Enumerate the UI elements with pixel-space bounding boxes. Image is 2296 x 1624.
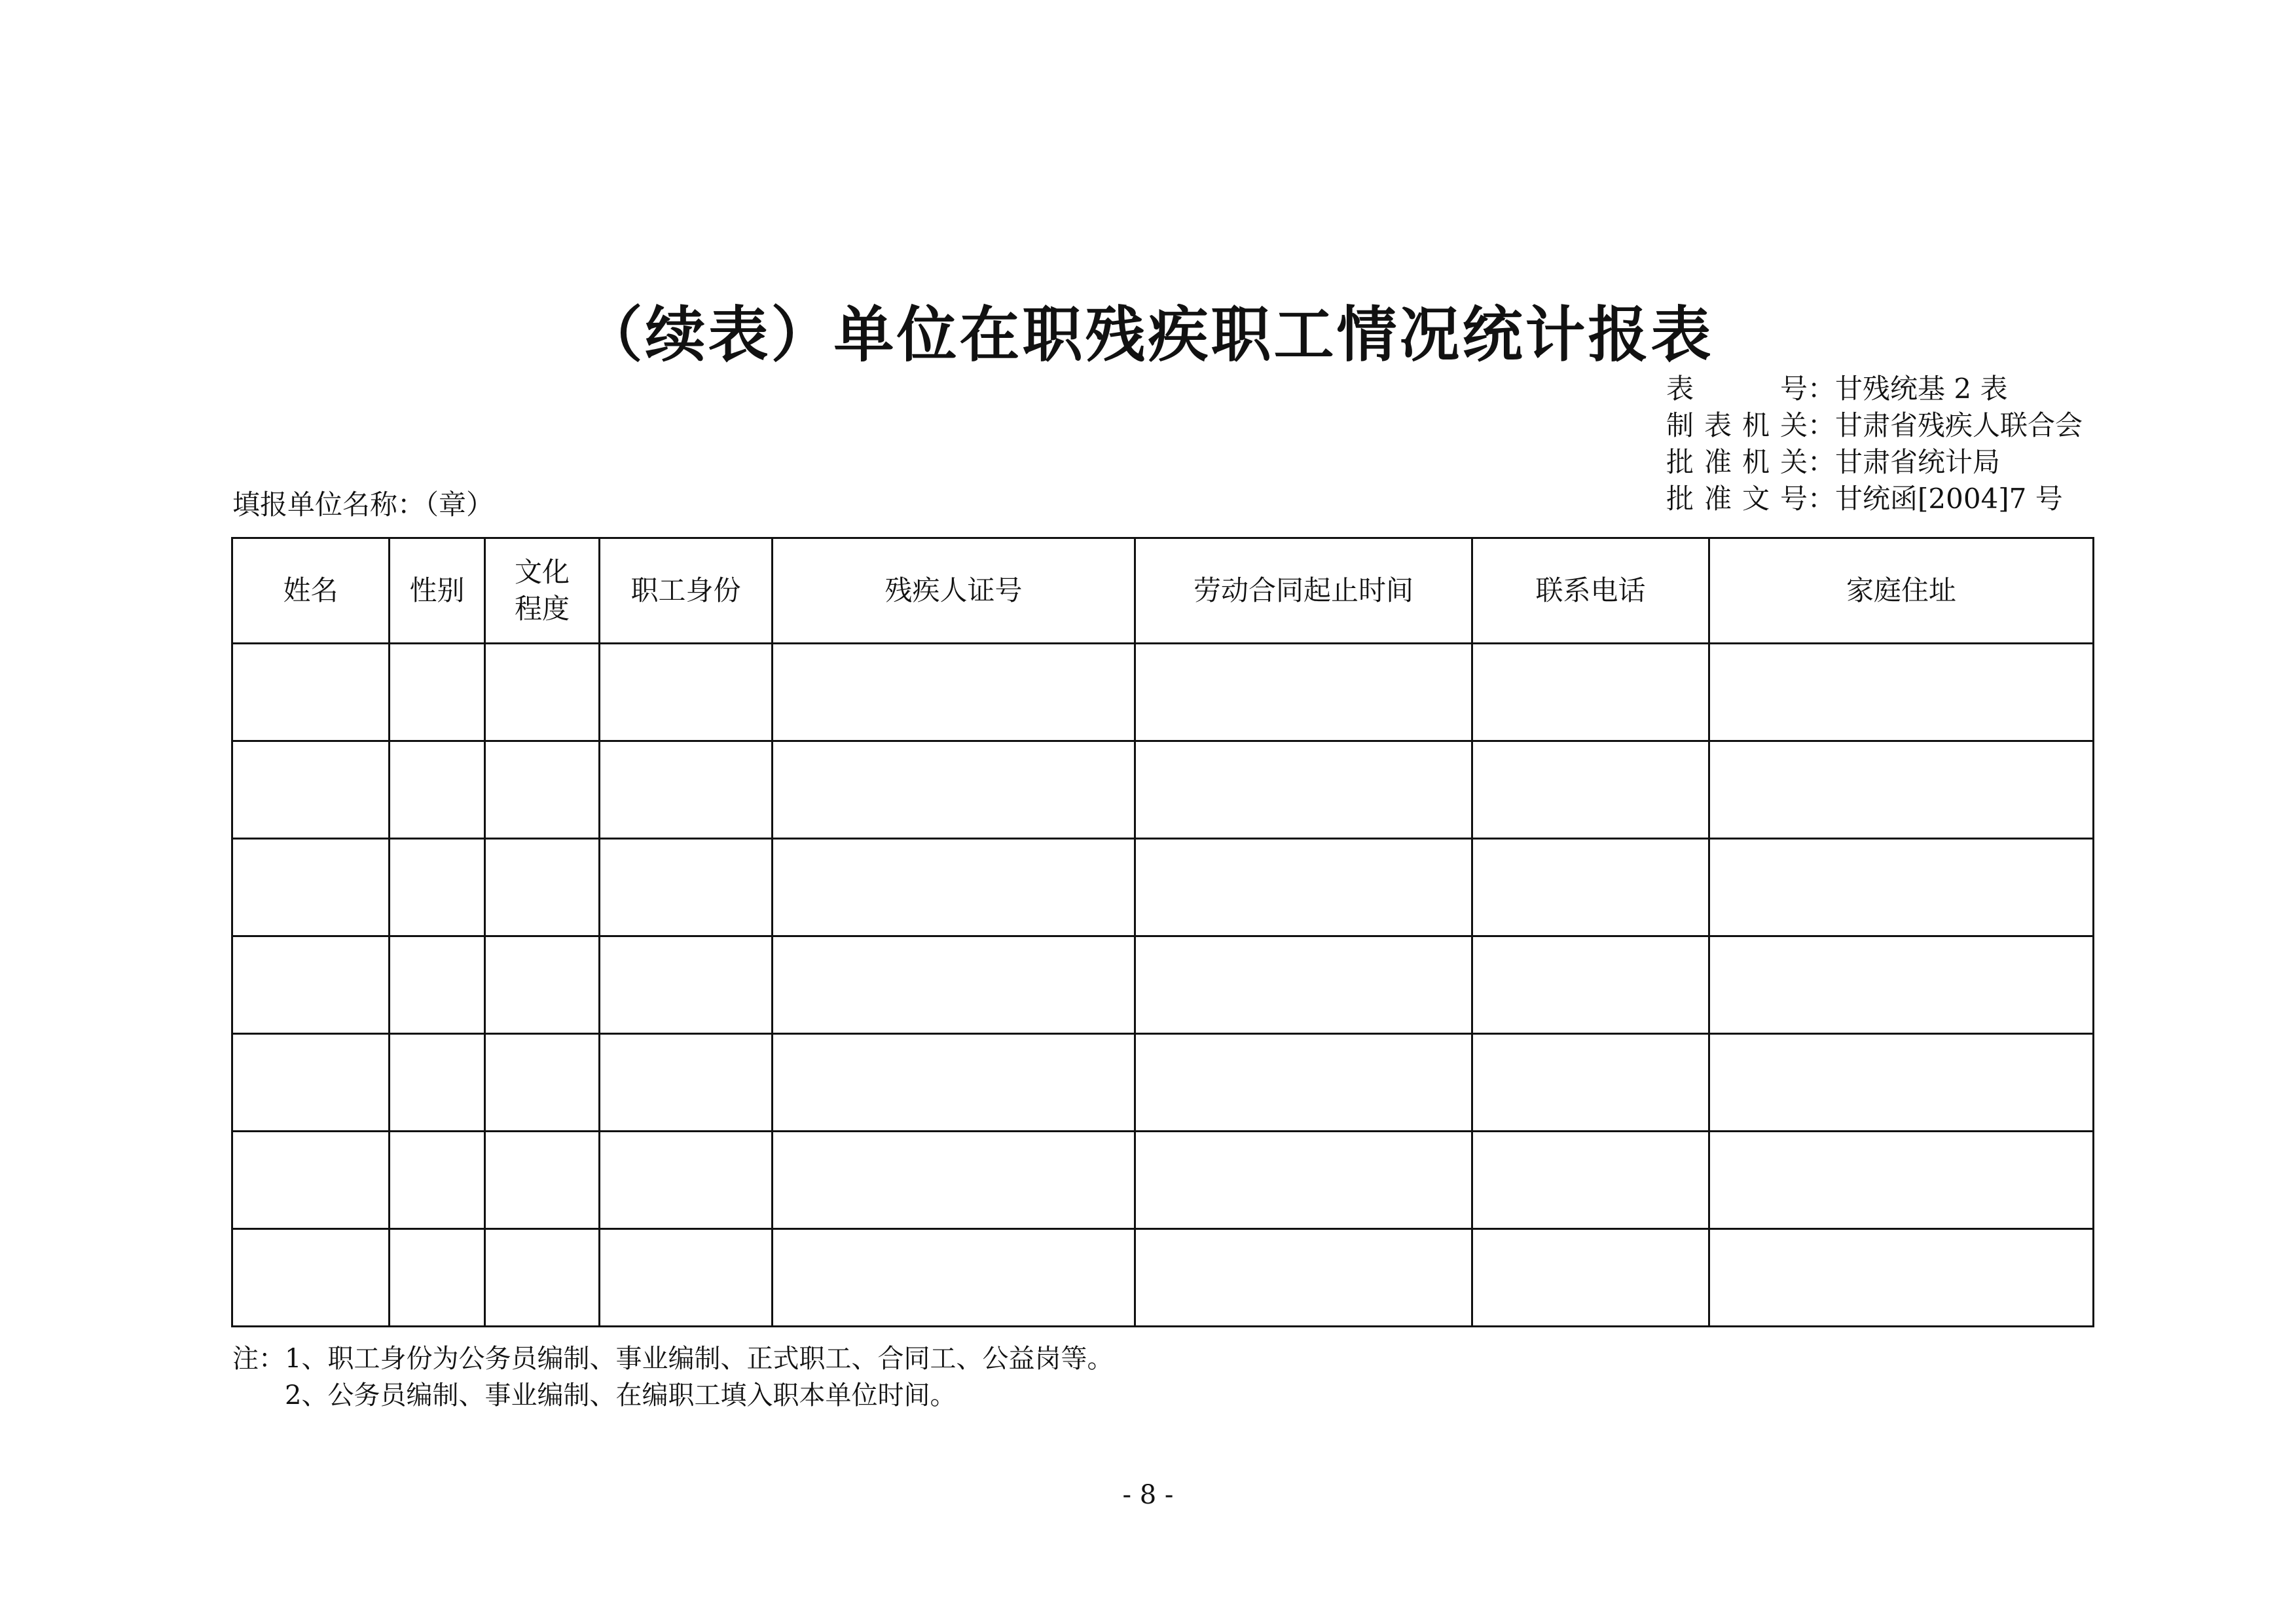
table-cell[interactable] [232, 741, 390, 839]
table-cell[interactable] [390, 741, 485, 839]
table-cell[interactable] [600, 936, 773, 1034]
table-cell[interactable] [1135, 1229, 1472, 1327]
meta-row-form-number [1666, 371, 2083, 407]
meta-value: 甘残统基 2 表 [1835, 373, 2008, 405]
table-cell[interactable] [1709, 936, 2094, 1034]
table-cell[interactable] [600, 1229, 773, 1327]
table-cell[interactable] [485, 741, 600, 839]
table-cell[interactable] [1472, 741, 1709, 839]
table-cell[interactable] [1709, 1229, 2094, 1327]
form-title: （续表）单位在职残疾职工情况统计报表 [582, 300, 1714, 370]
table-row [232, 1229, 2094, 1327]
table-cell[interactable] [773, 1229, 1135, 1327]
table-row [232, 644, 2094, 741]
header-education-line1: 文化 [514, 556, 570, 588]
table-cell[interactable] [600, 644, 773, 741]
table-cell[interactable] [1472, 1034, 1709, 1132]
note-2: 2、公务员编制、事业编制、在编职工填入职本单位时间。 [285, 1380, 957, 1411]
table-row [232, 839, 2094, 936]
table-cell[interactable] [1135, 1132, 1472, 1229]
table-cell[interactable] [390, 1034, 485, 1132]
table-cell[interactable] [485, 644, 600, 741]
header-phone: 联系电话 [1472, 538, 1709, 644]
header-education [485, 538, 600, 644]
table-cell[interactable] [232, 1229, 390, 1327]
table-cell[interactable] [1135, 1034, 1472, 1132]
meta-row-issuing-agency [1666, 407, 2083, 444]
page-number: - 8 - [1122, 1480, 1174, 1510]
table-cell[interactable] [773, 1132, 1135, 1229]
table-row [232, 741, 2094, 839]
table-cell[interactable] [600, 839, 773, 936]
table-cell[interactable] [600, 1132, 773, 1229]
table-cell[interactable] [1472, 936, 1709, 1034]
table-cell[interactable] [1472, 839, 1709, 936]
table-cell[interactable] [773, 741, 1135, 839]
table-cell[interactable] [773, 936, 1135, 1034]
header-education-line2: 程度 [514, 593, 570, 625]
table-cell[interactable] [1472, 644, 1709, 741]
table-cell[interactable] [1472, 1132, 1709, 1229]
header-employee-status: 职工身份 [600, 538, 773, 644]
table-cell[interactable] [1709, 839, 2094, 936]
table-row [232, 936, 2094, 1034]
table-cell[interactable] [1709, 1034, 2094, 1132]
table-cell[interactable] [485, 1229, 600, 1327]
table-body [232, 644, 2094, 1327]
table-row [232, 1132, 2094, 1229]
meta-key: 制表机关 [1666, 409, 1808, 441]
table-cell[interactable] [485, 936, 600, 1034]
note-1: 注：1、职工身份为公务员编制、事业编制、正式职工、合同工、公益岗等。 [232, 1344, 1114, 1374]
header-contract-period: 劳动合同起止时间 [1135, 538, 1472, 644]
table-cell[interactable] [773, 644, 1135, 741]
table-cell[interactable] [232, 1132, 390, 1229]
header-disability-cert-no: 残疾人证号 [773, 538, 1135, 644]
table-cell[interactable] [1135, 936, 1472, 1034]
table-cell[interactable] [1709, 1132, 2094, 1229]
table-cell[interactable] [232, 839, 390, 936]
table-cell[interactable] [1709, 741, 2094, 839]
table-header-row [232, 538, 2094, 644]
table-cell[interactable] [390, 1229, 485, 1327]
table-cell[interactable] [1472, 1229, 1709, 1327]
table-cell[interactable] [485, 1034, 600, 1132]
table-cell[interactable] [1135, 741, 1472, 839]
meta-key: 批准机关 [1666, 446, 1808, 478]
meta-key: 表号 [1666, 373, 1808, 405]
notes [232, 1340, 1113, 1414]
table-cell[interactable] [600, 1034, 773, 1132]
table-cell[interactable] [232, 1034, 390, 1132]
meta-separator: ： [1808, 409, 1836, 441]
staff-table [231, 537, 2094, 1327]
meta-key: 批准文号 [1666, 483, 1808, 515]
table-cell[interactable] [390, 839, 485, 936]
table-cell[interactable] [485, 839, 600, 936]
table-cell[interactable] [1135, 644, 1472, 741]
header-home-address: 家庭住址 [1709, 538, 2094, 644]
table-cell[interactable] [600, 741, 773, 839]
meta-row-approving-agency [1666, 444, 2083, 481]
header-name: 姓名 [232, 538, 390, 644]
table-cell[interactable] [390, 1132, 485, 1229]
table-cell[interactable] [232, 936, 390, 1034]
meta-separator: ： [1808, 446, 1836, 478]
table-cell[interactable] [1709, 644, 2094, 741]
table-cell[interactable] [773, 1034, 1135, 1132]
meta-separator: ： [1808, 373, 1836, 405]
meta-value: 甘肃省统计局 [1835, 446, 2001, 478]
table-cell[interactable] [773, 839, 1135, 936]
meta-row-approval-document [1666, 481, 2083, 517]
meta-separator: ： [1808, 483, 1836, 515]
header-gender: 性别 [390, 538, 485, 644]
filling-unit-label: 填报单位名称：（章） [232, 489, 494, 521]
table-cell[interactable] [1135, 839, 1472, 936]
meta-value: 甘统函[2004]7 号 [1835, 483, 2063, 515]
table-cell[interactable] [390, 644, 485, 741]
table-cell[interactable] [485, 1132, 600, 1229]
form-meta-block [1666, 371, 2083, 517]
table-cell[interactable] [232, 644, 390, 741]
table-cell[interactable] [390, 936, 485, 1034]
table-row [232, 1034, 2094, 1132]
meta-value: 甘肃省残疾人联合会 [1835, 409, 2083, 441]
